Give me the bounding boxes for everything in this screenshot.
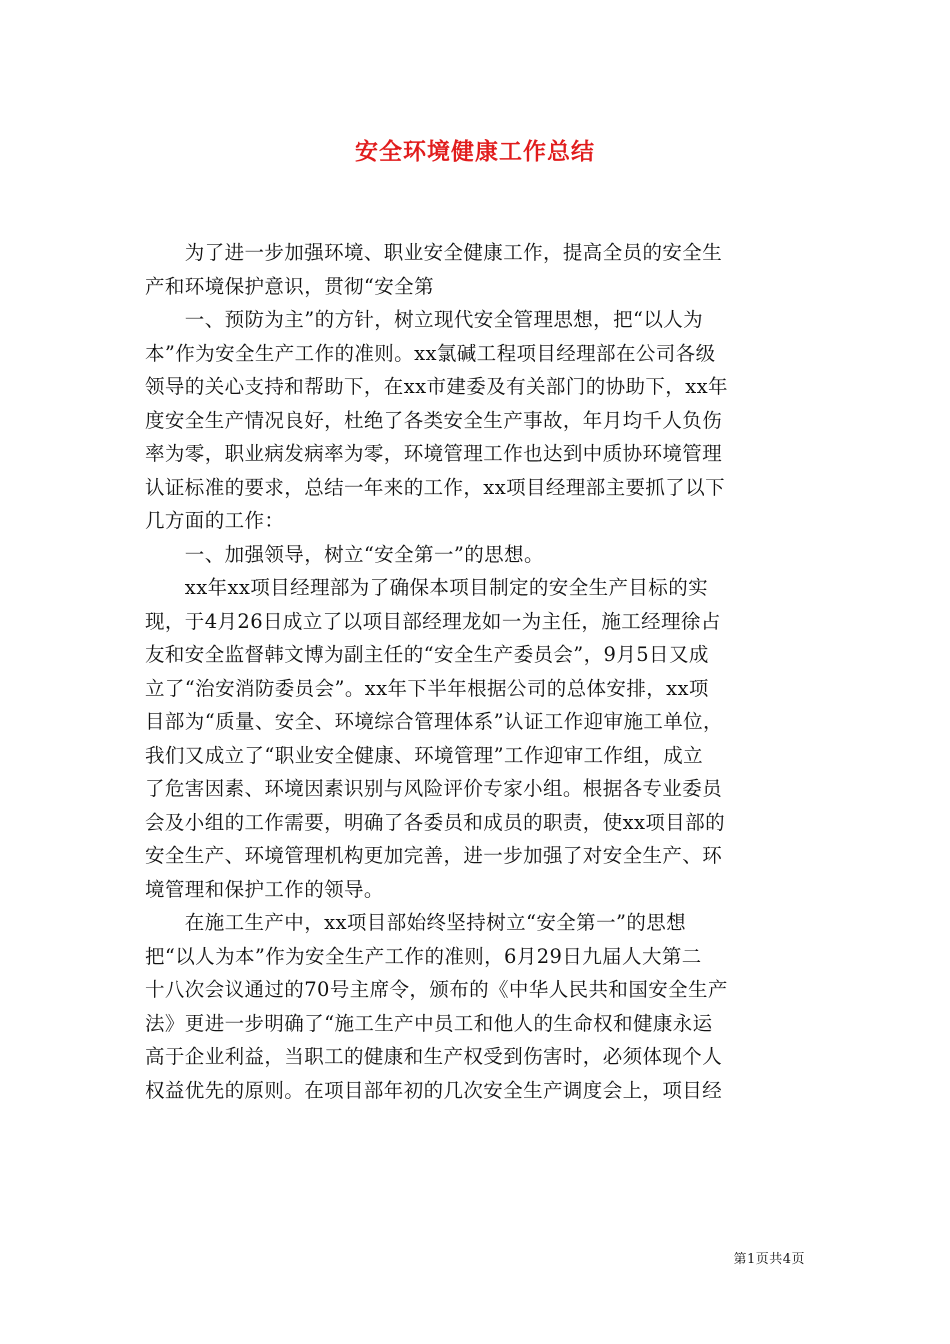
- body-line: 本”作为安全生产工作的准则。xx氯碱工程项目经理部在公司各级: [145, 341, 716, 365]
- body-line: 一、预防为主”的方针，树立现代安全管理思想，把“以人为: [145, 308, 704, 331]
- body-line: 了危害因素、环境因素识别与风险评价专家小组。根据各专业委员: [145, 777, 723, 800]
- body-line: 在施工生产中，xx项目部始终坚持树立“安全第一”的思想: [145, 911, 687, 934]
- body-line: 产和环境保护意识，贯彻“安全第: [145, 274, 434, 298]
- body-line: 领导的关心支持和帮助下，在xx市建委及有关部门的协助下，xx年: [145, 375, 728, 398]
- body-line: 目部为“质量、安全、环境综合管理体系”认证工作迎审施工单位，: [145, 710, 723, 733]
- body-line: 为了进一步加强环境、职业安全健康工作，提高全员的安全生: [145, 241, 723, 264]
- body-line: 一、加强领导，树立“安全第一”的思想。: [145, 542, 544, 566]
- body-line: 率为零，职业病发病率为零，环境管理工作也达到中质协环境管理: [145, 442, 723, 465]
- document-body: [145, 236, 807, 1107]
- body-line: 现，于4月26日成立了以项目部经理龙如一为主任，施工经理徐占: [145, 609, 721, 633]
- body-line: 几方面的工作：: [145, 509, 285, 532]
- body-line: 认证标准的要求，总结一年来的工作，xx项目经理部主要抓了以下: [145, 475, 725, 499]
- body-line: 境管理和保护工作的领导。: [145, 877, 384, 901]
- body-line: 会及小组的工作需要，明确了各委员和成员的职责，使xx项目部的: [145, 810, 725, 834]
- body-line: 把“以人为本”作为安全生产工作的准则，6月29日九届人大第二: [145, 944, 702, 968]
- body-line: 十八次会议通过的70号主席令，颁布的《中华人民共和国安全生产: [145, 978, 728, 1001]
- body-line: 安全生产、环境管理机构更加完善，进一步加强了对安全生产、环: [145, 844, 723, 867]
- body-line: xx年xx项目经理部为了确保本项目制定的安全生产目标的实: [145, 576, 708, 599]
- body-line: 高于企业利益，当职工的健康和生产权受到伤害时，必须体现个人: [145, 1045, 723, 1068]
- body-line: 权益优先的原则。在项目部年初的几次安全生产调度会上，项目经: [145, 1078, 723, 1102]
- body-line: 立了“治安消防委员会”。xx年下半年根据公司的总体安排，xx项: [145, 676, 709, 700]
- body-line: 友和安全监督韩文博为副主任的“安全生产委员会”，9月5日又成: [145, 643, 709, 666]
- body-line: 法》更进一步明确了“施工生产中员工和他人的生命权和健康永运: [145, 1011, 713, 1035]
- document-title: 安全环境健康工作总结: [355, 139, 595, 165]
- body-line: 度安全生产情况良好，杜绝了各类安全生产事故，年月均千人负伤: [145, 408, 723, 432]
- page-number: 第1页共4页: [733, 1252, 805, 1267]
- body-line: 我们又成立了“职业安全健康、环境管理”工作迎审工作组，成立: [145, 743, 704, 767]
